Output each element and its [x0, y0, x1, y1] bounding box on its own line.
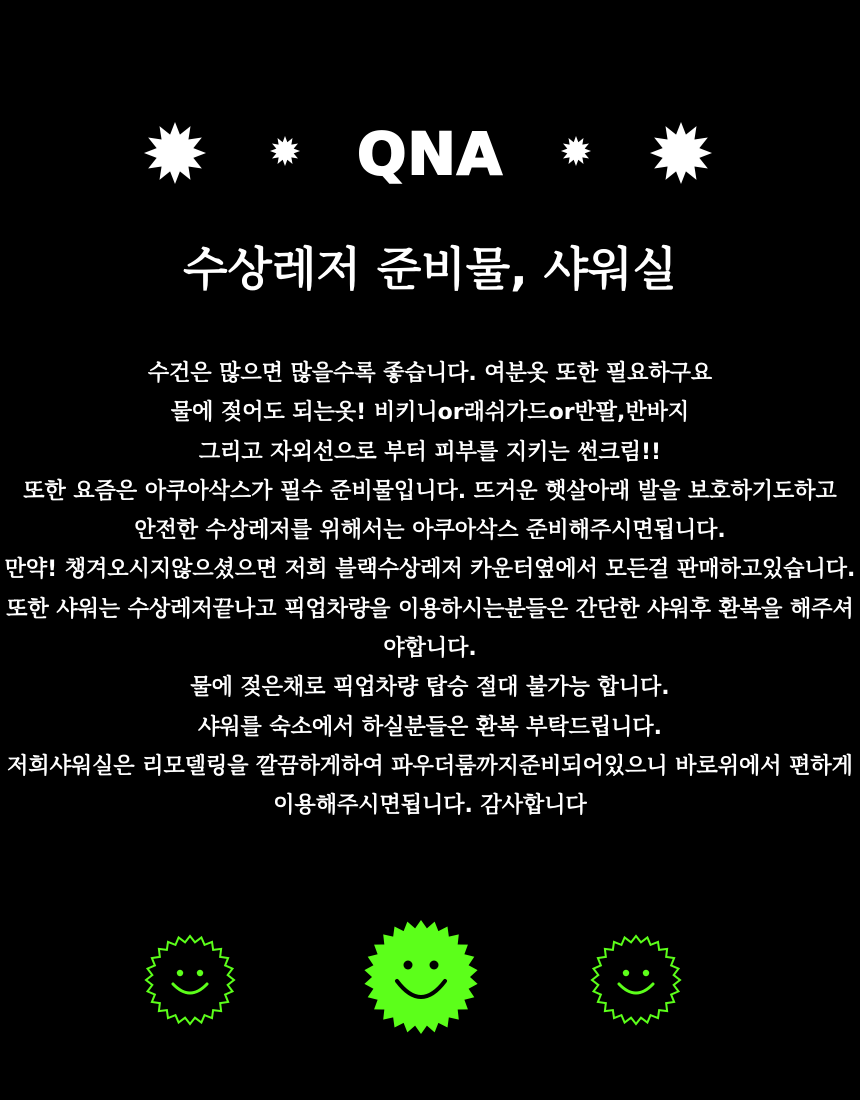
smiley-outline-icon	[144, 934, 236, 1026]
page-title: QNA	[357, 120, 503, 188]
section-subtitle: 수상레저 준비물, 샤워실	[183, 242, 677, 296]
body-line: 또한 요즘은 아쿠아삭스가 필수 준비물입니다. 뜨거운 햇살아래 발을 보호하기도하고	[23, 478, 837, 504]
body-line: 안전한 수상레저를 위해서는 아쿠아삭스 준비해주시면됩니다.	[134, 518, 726, 544]
smiley-outline-icon	[590, 934, 682, 1026]
smiley-filled-icon	[362, 918, 480, 1036]
body-line: 물에 젖어도 되는옷! 비키니or래쉬가드or반팔,반바지	[170, 400, 690, 426]
body-line: 저희샤워실은 리모델링을 깔끔하게하여 파우더룸까지준비되어있으니 바로위에서 편하게 이용해주시면됩니다. 감사합니다	[7, 753, 853, 819]
body-line: 수건은 많으면 많을수록 좋습니다. 여분옷 또한 필요하구요	[147, 361, 713, 386]
body-line: 또한 샤워는 수상레저끝나고 픽업차량을 이용하시는분들은 간단한 샤워후 환복을 해주셔야합니다.	[6, 596, 854, 662]
body-line: 만약! 챙겨오시지않으셨으면 저희 블랙수상레저 카운터옆에서 모든걸 판매하고있습니다.	[4, 557, 856, 583]
body-text	[0, 354, 860, 826]
body-line: 물에 젖은채로 픽업차량 탑승 절대 불가능 합니다.	[190, 675, 670, 701]
body-line: 샤워를 숙소에서 하실분들은 환복 부탁드립니다.	[197, 714, 663, 740]
body-line: 그리고 자외선으로 부터 피부를 지키는 썬크림!!	[198, 439, 662, 465]
